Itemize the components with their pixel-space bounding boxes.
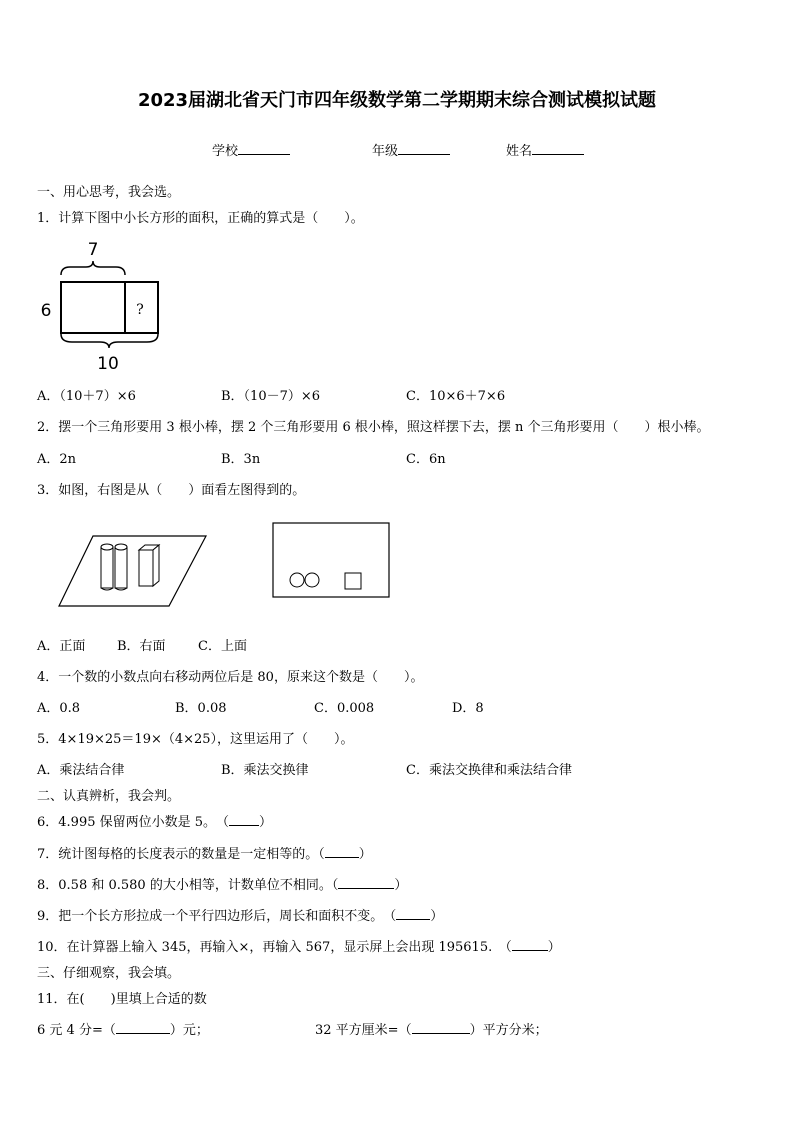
school-blank[interactable]	[238, 142, 290, 155]
q5-option-b[interactable]: B．乘法交换律	[221, 763, 309, 778]
q11-item-1-suffix: ）元；	[169, 1023, 209, 1038]
q2-option-b[interactable]: B．3n	[221, 452, 261, 467]
q11-item-2-blank[interactable]	[412, 1020, 470, 1034]
section-2-heading: 二、认真辨析，我会判。	[37, 789, 181, 804]
q8-close-paren: ）	[394, 878, 408, 893]
q11-item-1-blank[interactable]	[116, 1020, 170, 1034]
q7-answer-blank[interactable]	[325, 844, 359, 858]
q11-item-2	[315, 1019, 548, 1038]
question-2-number: 2．	[37, 420, 59, 435]
question-7	[37, 843, 372, 862]
q3-option-c[interactable]: C．上面	[198, 639, 247, 654]
q1-option-a[interactable]: A．（10＋7）×6	[37, 389, 136, 404]
solid-figures-drawing	[55, 530, 215, 610]
name-field[interactable]	[506, 140, 584, 159]
rectangle-figure	[30, 235, 180, 375]
question-5	[37, 728, 354, 747]
q6-close-paren: ）	[259, 815, 273, 830]
question-3-text: 如图，右图是从（ ）面看左图得到的。	[58, 483, 306, 498]
figure-left-label: 6	[40, 301, 52, 321]
q1-option-b[interactable]: B．（10－7）×6	[221, 389, 321, 404]
q4-option-b[interactable]: B．0.08	[175, 701, 227, 716]
section-1-heading: 一、用心思考，我会选。	[37, 185, 181, 200]
question-7-number: 7．	[37, 847, 59, 862]
square	[345, 573, 361, 589]
question-1	[37, 207, 364, 226]
question-11	[37, 988, 207, 1007]
question-3	[37, 479, 305, 498]
name-label: 姓名	[506, 144, 533, 159]
question-2-text: 摆一个三角形要用 3 根小棒，摆 2 个三角形要用 6 根小棒，照这样摆下去，摆 n 个三角形要用（ ）根小棒。	[58, 420, 710, 435]
q8-answer-blank[interactable]	[338, 875, 394, 889]
question-11-number: 11．	[37, 992, 67, 1007]
question-11-text: 在( )里填上合适的数	[66, 992, 207, 1007]
top-view-drawing	[272, 522, 392, 600]
grade-blank[interactable]	[398, 142, 450, 155]
q3-option-b[interactable]: B．右面	[117, 639, 166, 654]
question-9-number: 9．	[37, 909, 59, 924]
question-6-text: 4.995 保留两位小数是 5。 （	[58, 815, 230, 830]
question-6-number: 6．	[37, 815, 59, 830]
question-10-number: 10．	[37, 940, 67, 955]
question-6	[37, 811, 272, 830]
question-9	[37, 905, 443, 924]
question-7-text: 统计图每格的长度表示的数量是一定相等的。（	[58, 847, 325, 862]
question-5-text: 4×19×25＝19×（4×25），这里运用了（ ）。	[58, 732, 354, 747]
page-title: 2023届湖北省天门市四年级数学第二学期期末综合测试模拟试题	[137, 90, 657, 111]
question-3-number: 3．	[37, 483, 59, 498]
circle-2	[305, 573, 319, 587]
q2-option-c[interactable]: C．6n	[406, 452, 446, 467]
question-5-number: 5．	[37, 732, 59, 747]
grade-field[interactable]	[372, 140, 450, 159]
q5-option-c[interactable]: C．乘法交换律和乘法结合律	[406, 763, 572, 778]
question-4	[37, 666, 423, 685]
base-parallelogram	[59, 536, 206, 606]
figure-bottom-label: 10	[97, 354, 119, 374]
q3-option-a[interactable]: A．正面	[37, 639, 86, 654]
q2-option-a[interactable]: A．2n	[37, 452, 77, 467]
q11-item-2-prefix: 32 平方厘米=（	[315, 1023, 412, 1038]
question-8-text: 0.58 和 0.580 的大小相等，计数单位不相同。（	[58, 878, 339, 893]
q9-close-paren: ）	[430, 909, 444, 924]
q11-item-1-prefix: 6 元 4 分=（	[37, 1023, 116, 1038]
bottom-brace	[61, 334, 158, 348]
cuboid	[139, 545, 159, 586]
top-brace	[61, 261, 125, 275]
school-label: 学校	[212, 144, 239, 159]
q4-option-d[interactable]: D．8	[452, 701, 484, 716]
question-4-text: 一个数的小数点向右移动两位后是 80，原来这个数是（ ）。	[58, 670, 424, 685]
circle-1	[290, 573, 304, 587]
grade-label: 年级	[372, 144, 399, 159]
name-blank[interactable]	[532, 142, 584, 155]
q7-close-paren: ）	[358, 847, 372, 862]
question-10-text: 在计算器上输入 345，再输入×，再输入 567，显示屏上会出现 195615. （	[66, 940, 512, 955]
q11-item-2-suffix: ）平方分米；	[469, 1023, 548, 1038]
q10-close-paren: ）	[547, 940, 561, 955]
q6-answer-blank[interactable]	[229, 812, 259, 826]
question-1-number: 1．	[37, 211, 59, 226]
question-8-number: 8．	[37, 878, 59, 893]
question-10	[37, 936, 561, 955]
question-1-text: 计算下图中小长方形的面积，正确的算式是（ ）。	[58, 211, 364, 226]
question-2	[37, 416, 710, 435]
q11-item-1	[37, 1019, 209, 1038]
q1-option-c[interactable]: C．10×6＋7×6	[406, 389, 506, 404]
figure-top-label: 7	[87, 240, 99, 260]
cylinder-2	[115, 544, 127, 590]
q4-option-c[interactable]: C．0.008	[314, 701, 375, 716]
question-mark: ?	[136, 302, 144, 318]
q4-option-a[interactable]: A．0.8	[37, 701, 81, 716]
question-9-text: 把一个长方形拉成一个平行四边形后，周长和面积不变。 （	[58, 909, 397, 924]
q10-answer-blank[interactable]	[512, 937, 548, 951]
view-frame	[273, 523, 389, 597]
q9-answer-blank[interactable]	[396, 906, 430, 920]
school-field[interactable]	[212, 140, 290, 159]
question-8	[37, 874, 407, 893]
q5-option-a[interactable]: A．乘法结合律	[37, 763, 125, 778]
question-4-number: 4．	[37, 670, 59, 685]
cylinder-1	[101, 544, 113, 590]
section-3-heading: 三、仔细观察，我会填。	[37, 966, 181, 981]
